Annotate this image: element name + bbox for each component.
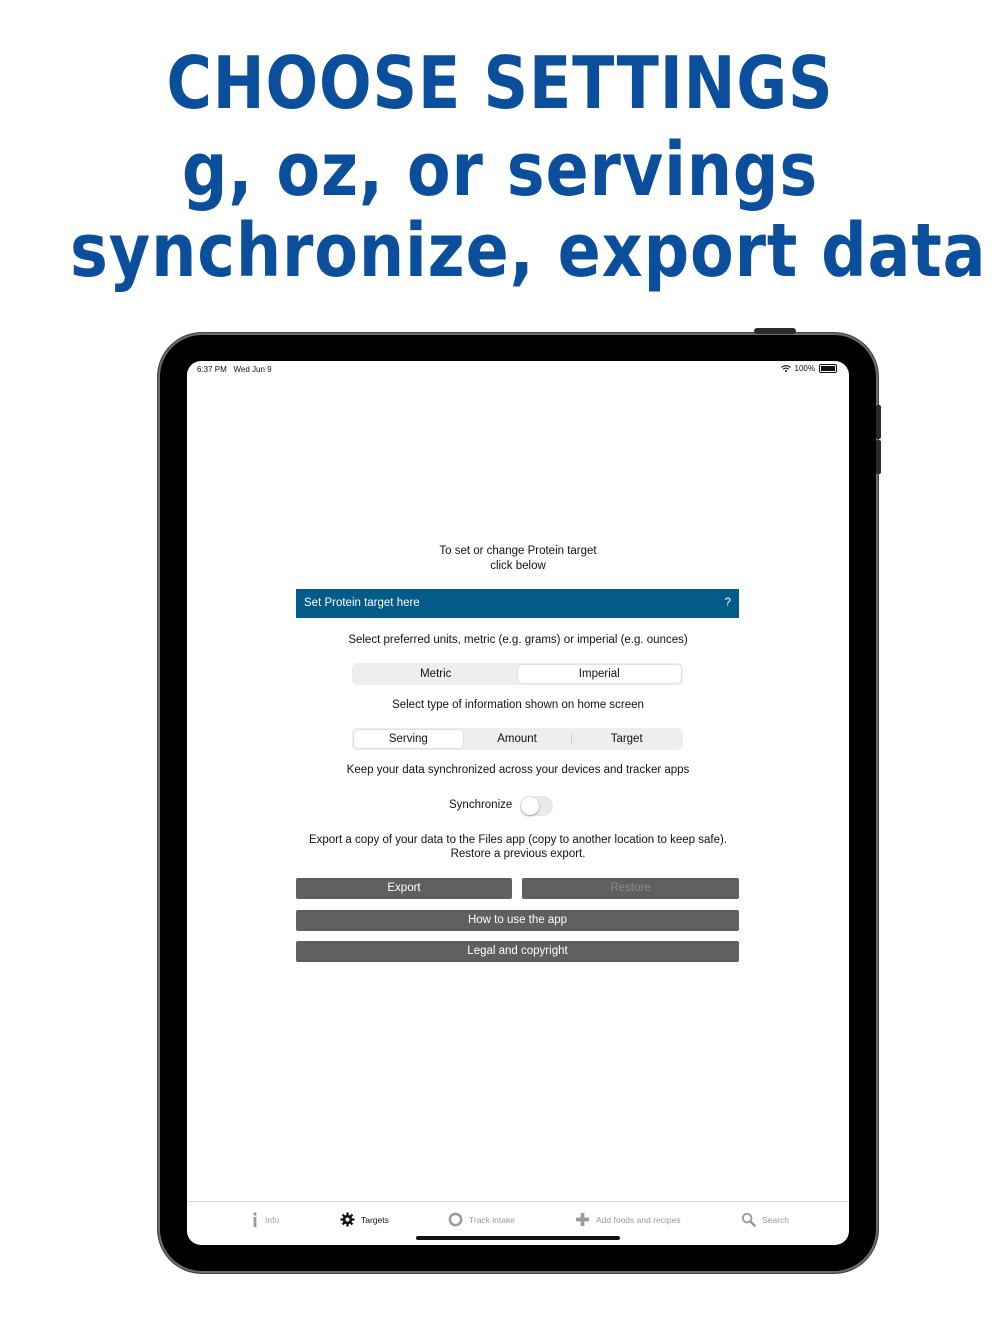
legal-copyright-button[interactable]: Legal and copyright <box>296 941 739 962</box>
search-icon <box>741 1212 756 1227</box>
tab-targets-label: Targets <box>361 1214 389 1225</box>
sync-label: Synchronize <box>449 799 513 811</box>
home-indicator <box>416 1236 620 1240</box>
info-icon <box>251 1212 259 1228</box>
tab-info-label: Info <box>265 1215 280 1225</box>
info-option-serving[interactable]: Serving <box>354 730 463 748</box>
tab-search[interactable] <box>741 1212 789 1227</box>
help-button[interactable]: ? <box>724 597 731 609</box>
intro-line-1: To set or change Protein target <box>439 545 597 557</box>
tab-add-foods-label: Add foods and recipes <box>596 1214 681 1225</box>
sync-prompt: Keep your data synchronized across your devices and tracker apps <box>346 764 690 776</box>
info-type-segmented-control[interactable] <box>352 728 683 750</box>
tab-targets[interactable] <box>340 1212 389 1227</box>
info-type-prompt: Select type of information shown on home screen <box>392 699 644 711</box>
export-line-1: Export a copy of your data to the Files app (copy to another location to keep safe). <box>308 834 728 846</box>
synchronize-toggle[interactable] <box>520 796 553 816</box>
units-prompt: Select preferred units, metric (e.g. grams) or imperial (e.g. ounces) <box>348 634 688 646</box>
tab-search-label: Search <box>762 1214 789 1225</box>
toggle-knob <box>521 797 539 815</box>
status-date: Wed Jun 9 <box>233 365 272 374</box>
battery-icon <box>819 364 837 373</box>
info-option-target[interactable]: Target <box>610 733 643 745</box>
status-bar <box>187 361 849 379</box>
headline-line-2: g, oz, or servings <box>181 127 819 213</box>
units-segmented-control[interactable] <box>352 663 683 685</box>
plus-icon <box>575 1212 590 1227</box>
circle-icon <box>448 1212 463 1227</box>
volume-up-button <box>876 405 881 439</box>
tab-track-intake-label: Track intake <box>469 1214 515 1225</box>
banner-label: Set Protein target here <box>304 597 420 609</box>
units-option-metric[interactable]: Metric <box>420 668 452 680</box>
top-button <box>754 328 796 334</box>
app-screen <box>187 361 849 1245</box>
export-line-2: Restore a previous export. <box>450 848 586 860</box>
how-to-use-button[interactable]: How to use the app <box>296 910 739 931</box>
headline-line-3: synchronize, export data <box>70 208 987 294</box>
tab-info[interactable] <box>251 1212 279 1228</box>
battery-percent: 100% <box>794 364 815 373</box>
set-protein-target-button[interactable] <box>296 589 739 618</box>
restore-button[interactable]: Restore <box>522 878 739 899</box>
status-time: 6:37 PM <box>197 365 227 374</box>
intro-line-2: click below <box>490 560 546 572</box>
headline-line-1: CHOOSE SETTINGS <box>166 41 834 125</box>
info-option-amount[interactable]: Amount <box>497 733 537 745</box>
wifi-icon <box>781 365 791 372</box>
volume-down-button <box>876 440 881 474</box>
tab-add-foods[interactable] <box>575 1212 681 1227</box>
gear-icon <box>340 1212 355 1227</box>
tab-track-intake[interactable] <box>448 1212 515 1227</box>
units-option-imperial[interactable]: Imperial <box>518 665 682 683</box>
export-button[interactable]: Export <box>296 878 512 899</box>
